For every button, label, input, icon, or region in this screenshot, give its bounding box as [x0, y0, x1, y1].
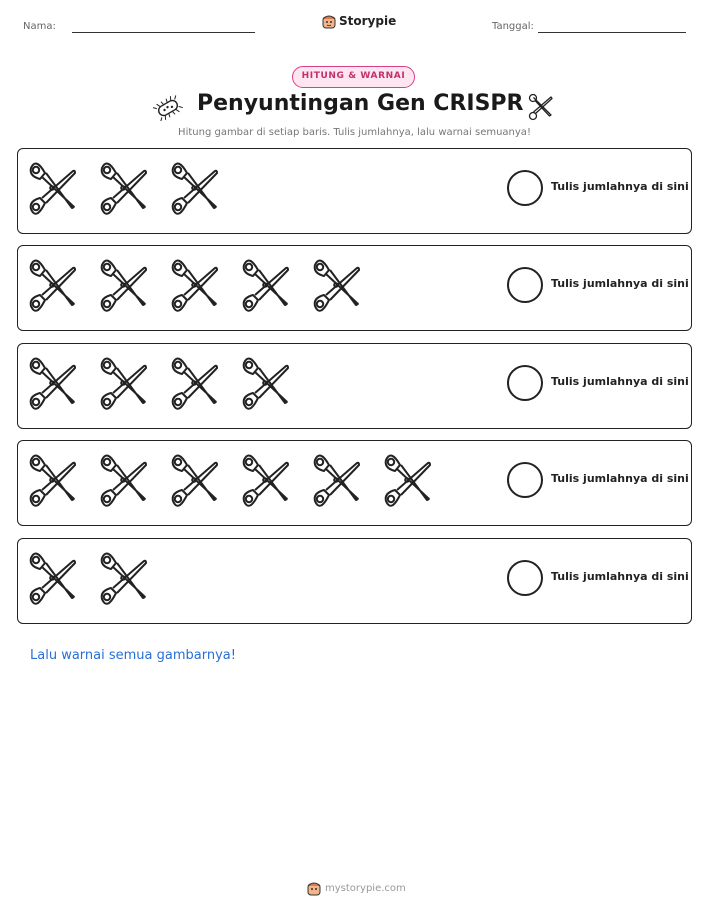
footer-url: mystorypie.com: [325, 882, 406, 894]
scissors-icon[interactable]: [99, 549, 151, 609]
date-line[interactable]: [538, 32, 686, 33]
bacterium-icon: [153, 95, 183, 121]
scissors-icon[interactable]: [28, 549, 80, 609]
scissors-icon[interactable]: [170, 256, 222, 316]
scissors-icon: [528, 92, 554, 122]
name-line[interactable]: [72, 32, 255, 33]
name-label: Nama:: [23, 21, 56, 32]
scissors-icon[interactable]: [99, 354, 151, 414]
answer-label: Tulis jumlahnya di sini: [551, 472, 689, 485]
answer-circle[interactable]: [507, 462, 543, 498]
brand-name: Storypie: [339, 14, 397, 28]
scissors-icon[interactable]: [312, 256, 364, 316]
scissors-icon[interactable]: [99, 451, 151, 511]
answer-circle[interactable]: [507, 267, 543, 303]
scissors-icon[interactable]: [99, 159, 151, 219]
activity-badge: HITUNG & WARNAI: [292, 66, 415, 88]
scissors-icon[interactable]: [170, 354, 222, 414]
answer-circle[interactable]: [507, 170, 543, 206]
scissors-icon[interactable]: [28, 451, 80, 511]
scissors-icon[interactable]: [241, 354, 293, 414]
scissors-icon[interactable]: [99, 256, 151, 316]
counting-row: [17, 343, 692, 429]
title-row: [0, 90, 709, 126]
answer-label: Tulis jumlahnya di sini: [551, 277, 689, 290]
scissors-icon[interactable]: [28, 159, 80, 219]
answer-label: Tulis jumlahnya di sini: [551, 180, 689, 193]
instructions: Hitung gambar di setiap baris. Tulis jumlahnya, lalu warnai semuanya!: [178, 127, 531, 138]
footer: [307, 880, 406, 896]
counting-row: [17, 245, 692, 331]
counting-row: [17, 538, 692, 624]
scissors-icon[interactable]: [170, 451, 222, 511]
pie-mascot-icon: [322, 13, 336, 29]
answer-circle[interactable]: [507, 560, 543, 596]
scissors-icon[interactable]: [312, 451, 364, 511]
scissors-icon[interactable]: [241, 451, 293, 511]
pie-mascot-icon: [307, 880, 321, 896]
page-title: Penyuntingan Gen CRISPR: [197, 91, 524, 116]
brand-logo: [322, 13, 396, 29]
answer-circle[interactable]: [507, 365, 543, 401]
date-label: Tanggal:: [492, 21, 534, 32]
scissors-icon[interactable]: [241, 256, 293, 316]
scissors-icon[interactable]: [28, 354, 80, 414]
coloring-note: Lalu warnai semua gambarnya!: [30, 648, 236, 663]
scissors-icon[interactable]: [170, 159, 222, 219]
answer-label: Tulis jumlahnya di sini: [551, 375, 689, 388]
scissors-icon[interactable]: [383, 451, 435, 511]
scissors-icon[interactable]: [28, 256, 80, 316]
counting-row: [17, 440, 692, 526]
counting-row: [17, 148, 692, 234]
answer-label: Tulis jumlahnya di sini: [551, 570, 689, 583]
